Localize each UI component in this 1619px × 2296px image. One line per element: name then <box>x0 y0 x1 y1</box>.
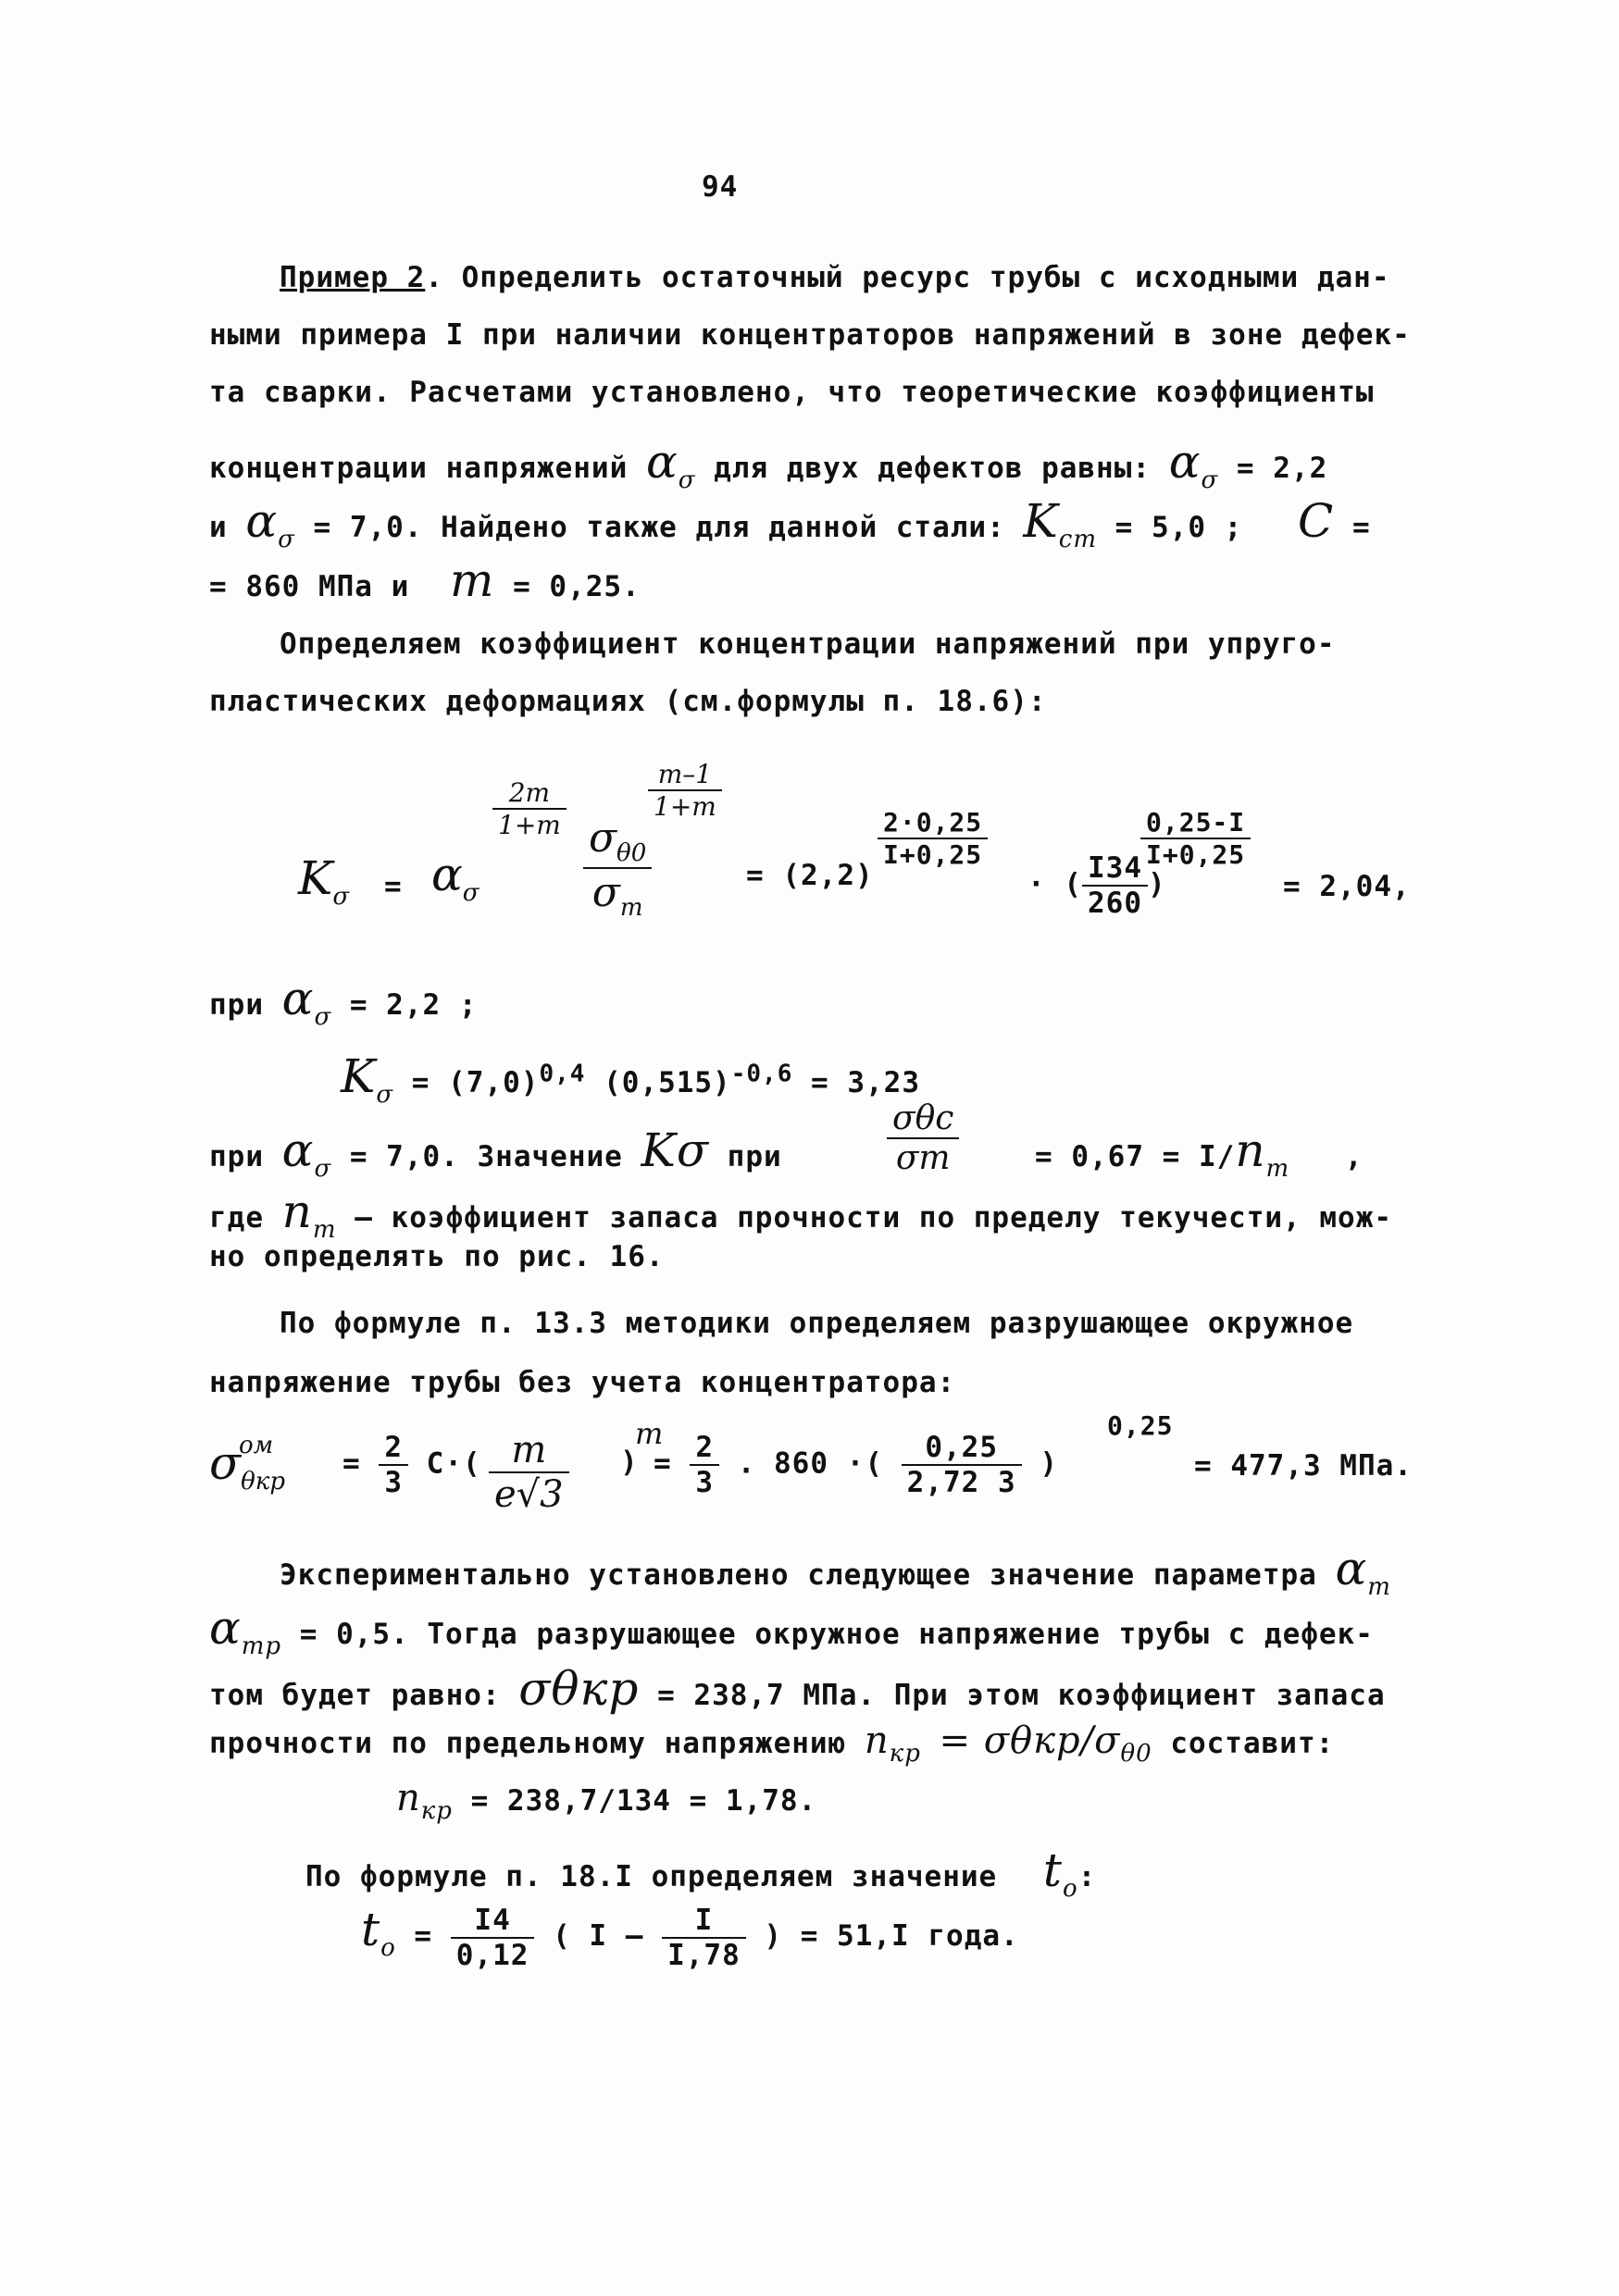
kc-symbol: $K_\sigma$ <box>298 851 350 911</box>
at-alpha-2-2 <box>209 972 478 1031</box>
f3-result: = 477,3 МПа. <box>1194 1449 1413 1483</box>
formula2-mid: (0,515) <box>604 1066 731 1099</box>
example-line-6-a: = 860 МПа и <box>209 570 410 603</box>
f4-frac2: $\frac{I}{I,78}$ <box>662 1904 746 1972</box>
para6-line-1: По формуле п. 18.I определяем значение $t_o$: <box>305 1843 1097 1903</box>
at-prefix: при <box>209 988 264 1022</box>
para3-line-1 <box>209 1123 782 1183</box>
example-line-4-a: концентрации напряжений <box>209 452 629 485</box>
f3-frac2: = $\frac{2}{3}$ . 860 ·( $\frac{0,25}{2,72 3}$ ) <box>654 1431 1058 1499</box>
example-line-5 <box>209 494 1371 553</box>
para6-line-1-text: По формуле п. 18.I определяем значение <box>305 1860 998 1893</box>
example-label: Пример 2 <box>280 261 426 294</box>
f4-frac1: $\frac{I4}{0,12}$ <box>451 1904 535 1972</box>
k-ct-symbol: $K_{ст}$ <box>1023 494 1097 553</box>
f3-exp-m: m <box>635 1416 664 1451</box>
formula1-base: = (2,2) <box>746 859 874 892</box>
para4-line-2: напряжение трубы без учета концентратора: <box>209 1366 956 1399</box>
kc-symbol-2: $K_\sigma$ <box>341 1049 394 1109</box>
para5-line-1 <box>280 1542 1391 1601</box>
k-sigma-symbol: Kσ <box>641 1123 709 1177</box>
example-line-4-b: для двух дефектов равны: <box>714 452 1152 485</box>
alpha-t-symbol: $\alpha_т$ <box>1335 1542 1391 1601</box>
n-t-symbol-2: $n_т$ <box>281 1185 337 1244</box>
example-line-3: та сварки. Расчетами установлено, что теоретические коэффициенты <box>209 376 1375 409</box>
para3-comma: , <box>1344 1140 1364 1173</box>
para5-line-5-text: = 238,7/134 = 1,78. <box>470 1784 817 1818</box>
example-line-5-d: = <box>1351 511 1371 544</box>
example-line-4-c: = 2,2 <box>1236 452 1328 485</box>
para5-line-1-text: Экспериментально установлено следующее значение параметра <box>280 1558 1317 1592</box>
alpha-sigma-symbol-4: $\alpha_\sigma$ <box>281 972 332 1031</box>
para3-where: где <box>209 1201 264 1235</box>
alpha-sigma-symbol-2: $\alpha_\sigma$ <box>1168 435 1219 494</box>
example-line-6-b: = 0,25. <box>513 570 641 603</box>
example-line-5-c: = 5,0 ; <box>1115 511 1243 544</box>
m-symbol: m <box>449 553 495 607</box>
sigma-okr-symbol: σθкр <box>518 1662 640 1716</box>
para3-value <box>1035 1123 1364 1183</box>
sigma-00-ratio: $\frac{\sigma_{\theta 0}}{\sigma_т}$ <box>583 814 652 922</box>
formula-t-o: $t_o$ = $\frac{I4}{0,12}$ ( I – $\frac{I}{I,78}$ ) = 51,I года. <box>361 1903 1019 1972</box>
para5-line-4-a: прочности по предельному напряжению <box>209 1727 847 1760</box>
n-kr-symbol-2: $n_{кр}$ <box>396 1777 453 1825</box>
formula2-exp1: 0,4 <box>539 1060 586 1088</box>
para5-line-4-b: составит: <box>1170 1727 1335 1760</box>
exp-left-frac: $\frac{2m}{1+m}$ <box>492 777 567 840</box>
example-line-1-text: . Определить остаточный ресурс трубы с исходными дан- <box>425 261 1390 294</box>
sigma-okr-om: $\sigma_{\theta кр}^{ом}$ <box>209 1432 285 1496</box>
para3-val: = 0,67 = I/ <box>1035 1140 1236 1173</box>
formula1-result: = 2,04, <box>1283 870 1411 903</box>
formula-kc-numeric <box>341 1049 920 1109</box>
para5-line-2 <box>209 1601 1374 1660</box>
formula1-exp2: $\frac{0,25-I}{I+0,25}$ <box>1140 807 1251 870</box>
example-line-5-b: = 7,0. Найдено также для данной стали: <box>313 511 1005 544</box>
formula1-ratio: · ( $\frac{I34}{260}$ ) <box>1027 851 1166 920</box>
para5-line-3-a: том будет равно: <box>209 1679 501 1712</box>
sigma-ratio: $\frac{\text{σθс}}{\sigma т}$ <box>887 1099 959 1177</box>
t-o-symbol-2: $t_o$ <box>361 1903 396 1962</box>
para5-line-3-b: = 238,7 МПа. При этом коэффициент запаса <box>657 1679 1386 1712</box>
f4-open: ( I – <box>553 1919 644 1953</box>
example-line-2: ными примера I при наличии концентраторов напряжений в зоне дефек- <box>209 318 1411 352</box>
para3-line-2 <box>209 1185 1392 1244</box>
para5-line-2-text: = 0,5. Тогда разрушающее окружное напряжение трубы с дефек- <box>299 1618 1374 1651</box>
c-symbol: С <box>1298 494 1335 548</box>
para5-line-4 <box>209 1719 1334 1768</box>
at-suffix: = 2,2 ; <box>349 988 478 1022</box>
page-number: 94 <box>702 170 739 204</box>
para5-line-3 <box>209 1662 1386 1716</box>
alpha-sigma-base: $\alpha_\sigma$ <box>431 848 479 907</box>
f3-close: ) <box>620 1446 639 1479</box>
para5-line-5 <box>396 1777 816 1825</box>
kc-eq: = <box>384 870 403 903</box>
t-o-symbol: $t_o$ <box>1042 1843 1078 1903</box>
n-t-symbol: $n_т$ <box>1235 1123 1290 1183</box>
alpha-tr-symbol: $\alpha_{тр}$ <box>209 1601 282 1660</box>
exp-top-frac: $\frac{m-1}{1+m}$ <box>648 759 722 822</box>
f3-exp: 0,25 <box>1107 1410 1174 1441</box>
formula2-result: = 3,23 <box>811 1066 921 1099</box>
n-kr-symbol: $n_{кр}$ <box>864 1719 921 1768</box>
para4-line-1: По формуле п. 13.3 методики определяем разрушающее окружное <box>280 1307 1354 1340</box>
formula1-exp1: $\frac{2\cdot 0,25}{I+0,25}$ <box>878 807 988 870</box>
para3-prefix: при <box>209 1140 264 1173</box>
alpha-sigma-symbol-5: $\alpha_\sigma$ <box>281 1123 332 1183</box>
formula2-exp2: -0,6 <box>730 1060 793 1088</box>
para3-eq: = 7,0. Значение <box>349 1140 623 1173</box>
formula2-expr: = (7,0) <box>411 1066 540 1099</box>
example-line-1 <box>280 261 1389 294</box>
para2-line-2: пластических деформациях (см.формулы п. 18.6): <box>209 685 1047 718</box>
example-line-6 <box>209 553 641 607</box>
n-kr-definition: = σθкр/$\sigma_{\theta 0}$ <box>939 1719 1152 1768</box>
f3-frac1: = $\frac{2}{3}$ С·( <box>342 1431 481 1499</box>
para2-line-1: Определяем коэффициент концентрации напряжений при упруго- <box>280 627 1336 661</box>
para3-at: при <box>727 1140 782 1173</box>
example-line-4 <box>209 435 1327 494</box>
f3-m-over-e: $\frac{m}{e√3}$ <box>489 1429 569 1516</box>
alpha-sigma-symbol: $\alpha_\sigma$ <box>645 435 696 494</box>
para3-line-3: но определять по рис. 16. <box>209 1240 665 1273</box>
example-line-5-a: и <box>209 511 228 544</box>
para3-where-text: – коэффициент запаса прочности по пределу текучести, мож- <box>355 1201 1393 1235</box>
alpha-sigma-symbol-3: $\alpha_\sigma$ <box>245 494 295 553</box>
f4-result: ) = 51,I года. <box>764 1919 1019 1953</box>
